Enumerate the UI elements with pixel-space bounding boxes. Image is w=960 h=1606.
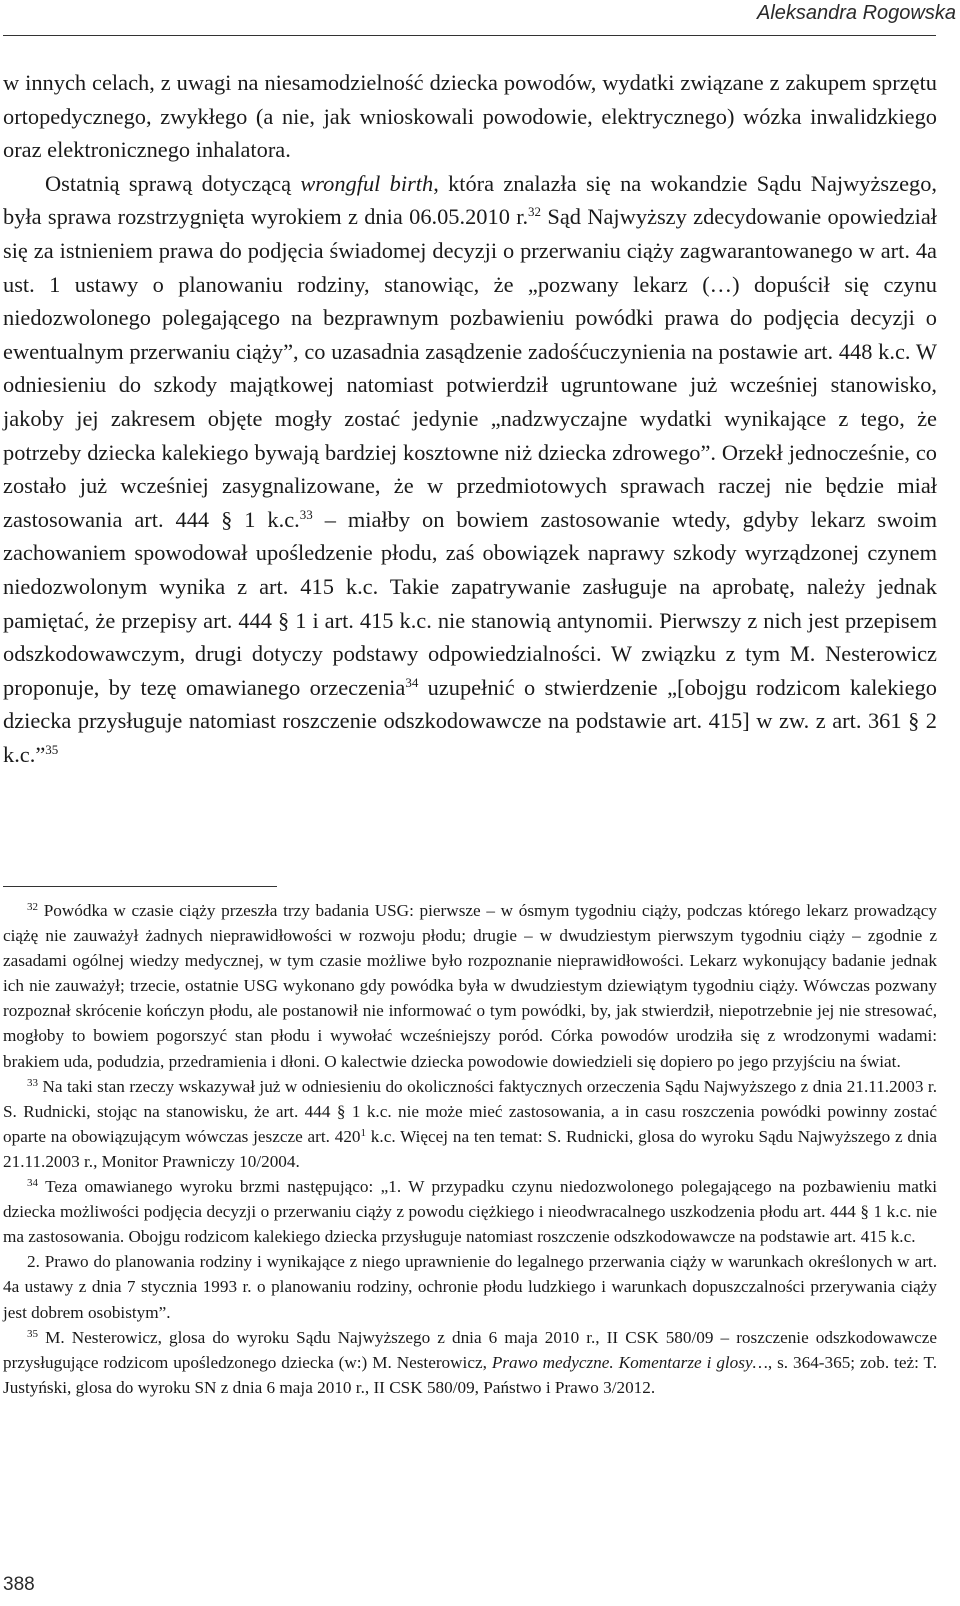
paragraph-2-part-a: Ostatnią sprawą dotyczącą (45, 170, 301, 196)
footnote-32 (3, 898, 937, 1074)
footnote-34-point-2: 2. Prawo do planowania rodziny i wynikające z niego uprawnienie do legalnego przerwania ciąży w warunkach określonych w art. 4a ustawy z dnia 7 stycznia 1993 r. o planowaniu rodziny, ochronie płodu ludzkiego i warunkach dopuszczalności przerywania ciąży jest dobrem osobistym”. (3, 1252, 937, 1322)
footnote-35 (3, 1325, 937, 1400)
footnote-35-text-b: , s. 364-365; zob. też: T. Justyński, glosa do wyroku SN z dnia 6 maja 2010 r., II CSK 580/09, Państwo i Prawo 3/2012. (3, 1352, 937, 1397)
footnote-33 (3, 1074, 937, 1174)
footnote-ref-35[interactable]: 35 (45, 741, 59, 757)
footnote-33-text-b: k.c. Więcej na ten temat: S. Rudnicki, glosa do wyroku Sądu Najwyższego z dnia 21.11.2003 r., Monitor Prawniczy 10/2004. (3, 1126, 937, 1171)
footnote-35-text-a: M. Nesterowicz, glosa do wyroku Sądu Najwyższego z dnia 6 maja 2010 r., II CSK 580/09 – roszczenie odszkodowawcze przysługujące rodzicom upośledzonego dziecka (w:) M. Nesterowicz, (3, 1327, 937, 1372)
footnote-number-34: 34 (27, 1177, 38, 1190)
footnote-35-book-title: Prawo medyczne. Komentarze i glosy… (491, 1352, 768, 1372)
paragraph-2-part-e: uzupełnić o stwierdzenie „[obojgu rodzicom kalekiego dziecka przysługuje natomiast roszczenie odszkodowawcze na podstawie art. 415] w zw. z art. 361 § 2 k.c.” (3, 674, 937, 767)
footnote-32-text: Powódka w czasie ciąży przeszła trzy badania USG: pierwsze – w ósmym tygodniu ciąży, podczas którego lekarz prowadzący ciążę nie zauważył żadnych nieprawidłowości w rozwoju płodu; drugie – w dwudziestym pierwszym tygodniu ciąży – zgodnie z zasadami ogólnej wiedzy medycznej, w tym czasie możliwe było rozpoznanie nieprawidłowości. Lekarz wykonujący badanie jednak ich nie zauważył; trzecie, ostatnie USG wykonano gdy powódka była w dwudziestym dziewiątym tygodniu ciąży. Wówczas pozwany rozpoznał skrócenie kończyn płodu, ale postanowił nie informować o tym powódki, by, jak stwierdził, niepotrzebnie jej nie stresować, mogłoby to bowiem pogorszyć stan płodu i wywołać wcześniejszy poród. Córka powodów urodziła się z wrodzonymi wadami: brakiem uda, podudzia, przedramienia i dłoni. O kalectwie dziecka powodowie dowiedzieli się dopiero po jego przyjściu na świat. (3, 901, 937, 1071)
main-text (3, 66, 937, 771)
article-superscript: 1 (360, 1126, 367, 1139)
paragraph-2-part-b: , która znalazła się na wokandzie Sądu Najwyższego, była sprawa rozstrzygnięta wyrokiem z dnia 06.05.2010 r. (3, 170, 937, 230)
footnote-33-text-a: Na taki stan rzeczy wskazywał już w odniesieniu do okoliczności faktycznych orzeczenia Sądu Najwyższego z dnia 21.11.2003 r. S. Rudnicki, stojąc na stanowisku, że art. 444 § 1 k.c. nie może mieć zastosowania, a in casu roszczenia powódki powinny zostać oparte na obowiązującym wówczas jeszcze art. 420 (3, 1076, 937, 1146)
paragraph-2-part-c: Sąd Najwyższy zdecydowanie opowiedział się za istnieniem prawa do podjęcia świadomej decyzji o przerwaniu ciąży zagwarantowanego w art. 4a ust. 1 ustawy o planowaniu rodziny, stanowiąc, że „pozwany lekarz (…) dopuścił się czynu niedozwolonego polegającego na bezprawnym pozbawieniu powódki prawa do podjęcia decyzji o ewentualnym przerwaniu ciąży”, co uzasadnia zasądzenie zadośćuczynienia na postawie art. 448 k.c. W odniesieniu do szkody majątkowej natomiast potwierdził ugruntowane już wcześniej stanowisko, jakoby jej zakresem objęte mogły zostać jedynie „nadzwyczajne wydatki wynikające z tego, że potrzeby dziecka kalekiego bywają bardziej kosztowne niż dziecka zdrowego”. Orzekł jednocześnie, co zostało już wcześniej zasygnalizowane, że w przedmiotowych sprawach raczej nie będzie miał zastosowania art. 444 § 1 k.c. (3, 204, 937, 532)
header-rule (3, 35, 936, 36)
footnotes (3, 898, 937, 1400)
page-number: 388 (3, 1574, 35, 1595)
footnote-number-35: 35 (27, 1327, 38, 1340)
paragraph-2 (3, 167, 937, 772)
footnote-34-text: Teza omawianego wyroku brzmi następująco: „1. W przypadku czynu niedozwolonego polegającego na pozbawieniu matki dziecka możliwości podjęcia decyzji o przerwaniu ciąży z powodu ciężkiego i nieodwracalnego uszkodzenia płodu art. 444 § 1 k.c. nie ma zastosowania. Obojgu rodzicom kalekiego dziecka przysługuje natomiast roszczenie odszkodowawcze na podstawie art. 415 k.c. (3, 1177, 937, 1247)
footnote-ref-34[interactable]: 34 (405, 674, 419, 690)
paragraph-1: w innych celach, z uwagi na niesamodzielność dziecka powodów, wydatki związane z zakupem sprzętu ortopedycznego, zwykłego (a nie, jak wnioskowali powodowie, elektrycznego) wózka inwalidzkiego oraz elektronicznego inhalatora. (3, 70, 937, 163)
running-header-author: Aleksandra Rogowska (757, 2, 956, 24)
footnote-separator (3, 886, 277, 887)
footnote-ref-32[interactable]: 32 (528, 204, 542, 220)
footnote-34 (3, 1174, 937, 1249)
footnote-number-32: 32 (27, 901, 38, 913)
footnote-ref-33[interactable]: 33 (299, 506, 313, 522)
term-wrongful-birth: wrongful birth (300, 170, 434, 196)
footnote-number-33: 33 (27, 1076, 38, 1089)
paragraph-2-part-d: – miałby on bowiem zastosowanie wtedy, gdyby lekarz swoim zachowaniem spowodował upośledzenie płodu, zaś obowiązek naprawy szkody wyrządzonej czynem niedozwolonym wynika z art. 415 k.c. Takie zapatrywanie zasługuje na aprobatę, należy jednak pamiętać, że przepisy art. 444 § 1 i art. 415 k.c. nie stanowią antynomii. Pierwszy z nich jest przepisem odszkodowawczym, drugi dotyczy podstawy odpowiedzialności. W związku z tym M. Nesterowicz proponuje, by tezę omawianego orzeczenia (3, 506, 937, 700)
